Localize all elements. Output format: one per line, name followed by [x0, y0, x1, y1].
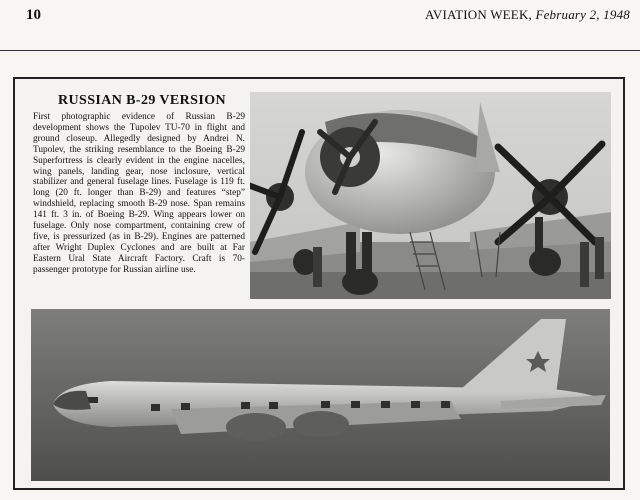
issue-date: February 2, 1948 — [535, 7, 630, 22]
publication-name: AVIATION WEEK, — [424, 7, 532, 22]
running-head — [425, 7, 630, 23]
article-caption: First photographic evidence of Russian B-29 development shows the Tupolev TU-70 in flight and ground closeup. Allegedly designed by Andrei N. Tupolev, the striking resemblance to the Boeing B-29 Superfortress is clearly evident in the engine nacelles, wing panels, landing gear, nose inclosure, vertical stabilizer and general fuselage lines. Fuselage is 119 ft. long (20 ft. longer than B-29) and features “step” windshield, replacing smooth B-29 nose. Span remains 141 ft. 3 in. of Boeing B-29. Wing appears lower on fuselage. Only nose compartment, containing crew of five, is pressurized (as in B-29). Engines are patterned after Wright Duplex Cyclones and are built at Far Eastern Ural State Aircraft Factory. Craft is 70-passenger prototype for Russian airline use. — [33, 112, 245, 275]
in-flight-photo — [31, 309, 610, 481]
ground-closeup-photo — [250, 92, 611, 299]
header-rule — [0, 50, 640, 51]
page-number: 10 — [26, 7, 41, 23]
article-headline: RUSSIAN B-29 VERSION — [58, 93, 227, 108]
